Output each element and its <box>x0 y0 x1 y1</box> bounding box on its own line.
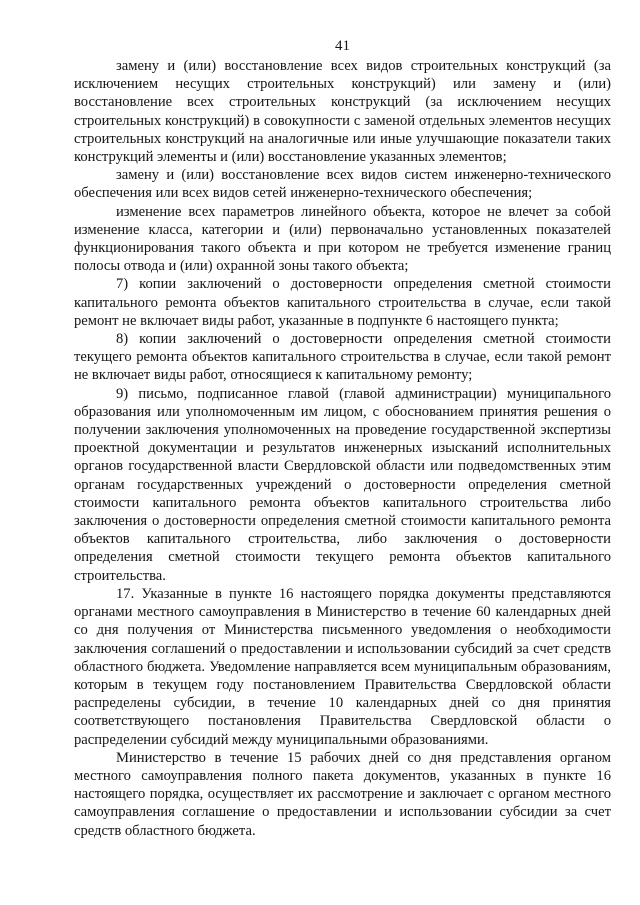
page-number: 41 <box>335 38 350 54</box>
paragraph-clause-17: 17. Указанные в пункте 16 настоящего порядка документы представляются органами местного самоуправления в Министерство в течение 60 календарных дней со дня получения от Министерства письменного уведомления о необходимости заключения соглашений о предоставлении и использовании субсидий за счет средств областного бюджета. Уведомление направляется всем муниципальным образованиям, которым в текущем году постановлением Правительства Свердловской области распределены субсидии, в течение 10 календарных дней со дня принятия соответствующего постановления Правительства Свердловской области о распределении субсидий между муниципальными образованиями. <box>74 585 611 748</box>
paragraph-item-8: 8) копии заключений о достоверности определения сметной стоимости текущего ремонта объектов капитального строительства в случае, если такой ремонт не включает виды работ, относящиеся к капитальному ремонту; <box>74 331 611 384</box>
paragraph-structural-replacement: замену и (или) восстановление всех видов строительных конструкций (за исключением несущих строительных конструкций) или замену и (или) восстановление всех строительных конструкций (за исключением несущих строительных конструкций) в совокупности с заменой отдельных элементов несущих строительных конструкций на аналогичные или иные улучшающие показатели таких конструкций элементы и (или) восстановление указанных элементов; <box>74 58 611 166</box>
paragraph-engineering-systems: замену и (или) восстановление всех видов систем инженерно-технического обеспечения или всех видов сетей инженерно-технического обеспечения; <box>74 167 611 202</box>
paragraph-ministry-review: Министерство в течение 15 рабочих дней со дня представления органом местного самоуправления полного пакета документов, указанных в пункте 16 настоящего порядка, осуществляет их рассмотрение и заключает с органом местного самоуправления соглашение о предоставлении и использовании субсидии за счет средств областного бюджета. <box>74 749 611 839</box>
paragraph-linear-object-parameters: изменение всех параметров линейного объекта, которое не влечет за собой изменение класса, категории и (или) первоначально установленных показателей функционирования такого объекта и при котором не требуется изменение границ полосы отвода и (или) охранной зоны такого объекта; <box>74 203 611 275</box>
paragraph-item-7: 7) копии заключений о достоверности определения сметной стоимости капитального ремонта объектов капитального строительства в случае, если такой ремонт не включает виды работ, указанные в подпункте 6 настоящего пункта; <box>74 276 611 329</box>
document-body <box>74 57 611 840</box>
paragraph-item-9: 9) письмо, подписанное главой (главой администрации) муниципального образования или уполномоченным им лицом, с обоснованием принятия решения о получении заключения уполномоченных на проведение государственной экспертизы проектной документации и результатов инженерных изысканий исполнительных органов государственной власти Свердловской области или подведомственных этим органам государственных учреждений о достоверности определения сметной стоимости капитального ремонта объектов капитального строительства либо заключения о достоверности определения сметной стоимости капитального ремонта объектов капитального строительства, либо заключения о достоверности определения сметной стоимости текущего ремонта объектов капитального строительства. <box>74 385 611 584</box>
